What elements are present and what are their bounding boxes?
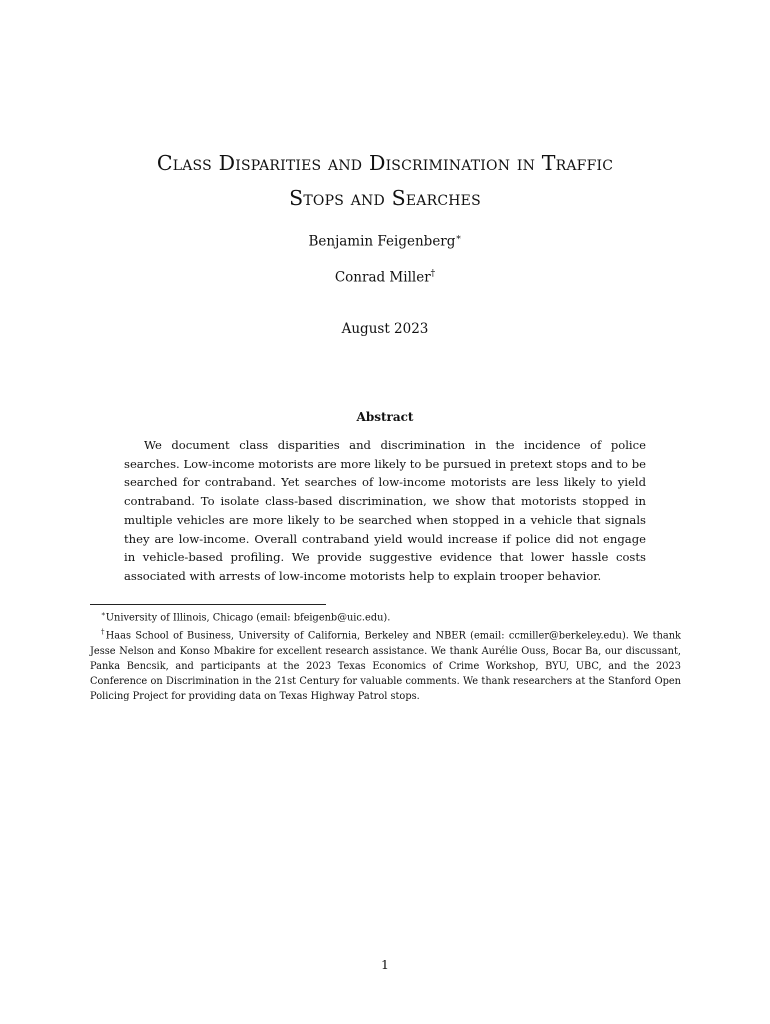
- author-footnote-mark: †: [430, 269, 436, 279]
- author-footnote-mark: ∗: [455, 233, 462, 243]
- title-line-1: Class Disparities and Discrimination in Traffic: [156, 151, 614, 175]
- author-1: [0, 233, 770, 250]
- abstract-heading: Abstract: [356, 410, 414, 424]
- footnote-text: Haas School of Business, University of California, Berkeley and NBER (email: ccmiller@berkeley.edu). We thank Jesse Nelson and Konso Mbakire for excellent research assistance. We thank Aurélie Ouss, Bocar Ba, our discussant, Panka Bencsik, and participants at the 2023 Texas Economics of Crime Workshop, BYU, UBC, and the 2023 Conference on Discrimination in the 21st Century for valuable comments. We thank researchers at the Stanford Open Policing Project for providing data on Texas Highway Patrol stops.: [90, 630, 681, 702]
- footnote-2: [90, 625, 681, 703]
- footnote-1: [90, 607, 681, 625]
- paper-date: August 2023: [341, 321, 429, 337]
- footnote-divider: [90, 604, 326, 605]
- footnote-text: University of Illinois, Chicago (email: bfeigenb@uic.edu).: [105, 612, 391, 624]
- page-number: 1: [381, 957, 389, 972]
- author-2: [0, 269, 770, 286]
- abstract-body: We document class disparities and discrimination in the incidence of police searches. Low-income motorists are more likely to be pursued in pretext stops and to be searched for contraband. Yet searches of low-income motorists are less likely to yield contraband. To isolate class-based discrimination, we show that motorists stopped in multiple vehicles are more likely to be searched when stopped in a vehicle that signals they are low-income. Overall contraband yield would increase if police did not engage in vehicle-based profiling. We provide suggestive evidence that lower hassle costs associated with arrests of low-income motorists help to explain trooper behavior.: [124, 438, 646, 583]
- paper-title: [60, 146, 710, 216]
- author-name: Conrad Miller: [334, 269, 431, 286]
- footnote-mark: †: [101, 628, 106, 637]
- title-line-2: Stops and Searches: [289, 186, 481, 210]
- footnote-mark: ∗: [101, 610, 106, 618]
- author-name: Benjamin Feigenberg: [308, 233, 456, 250]
- footnotes: [90, 607, 681, 704]
